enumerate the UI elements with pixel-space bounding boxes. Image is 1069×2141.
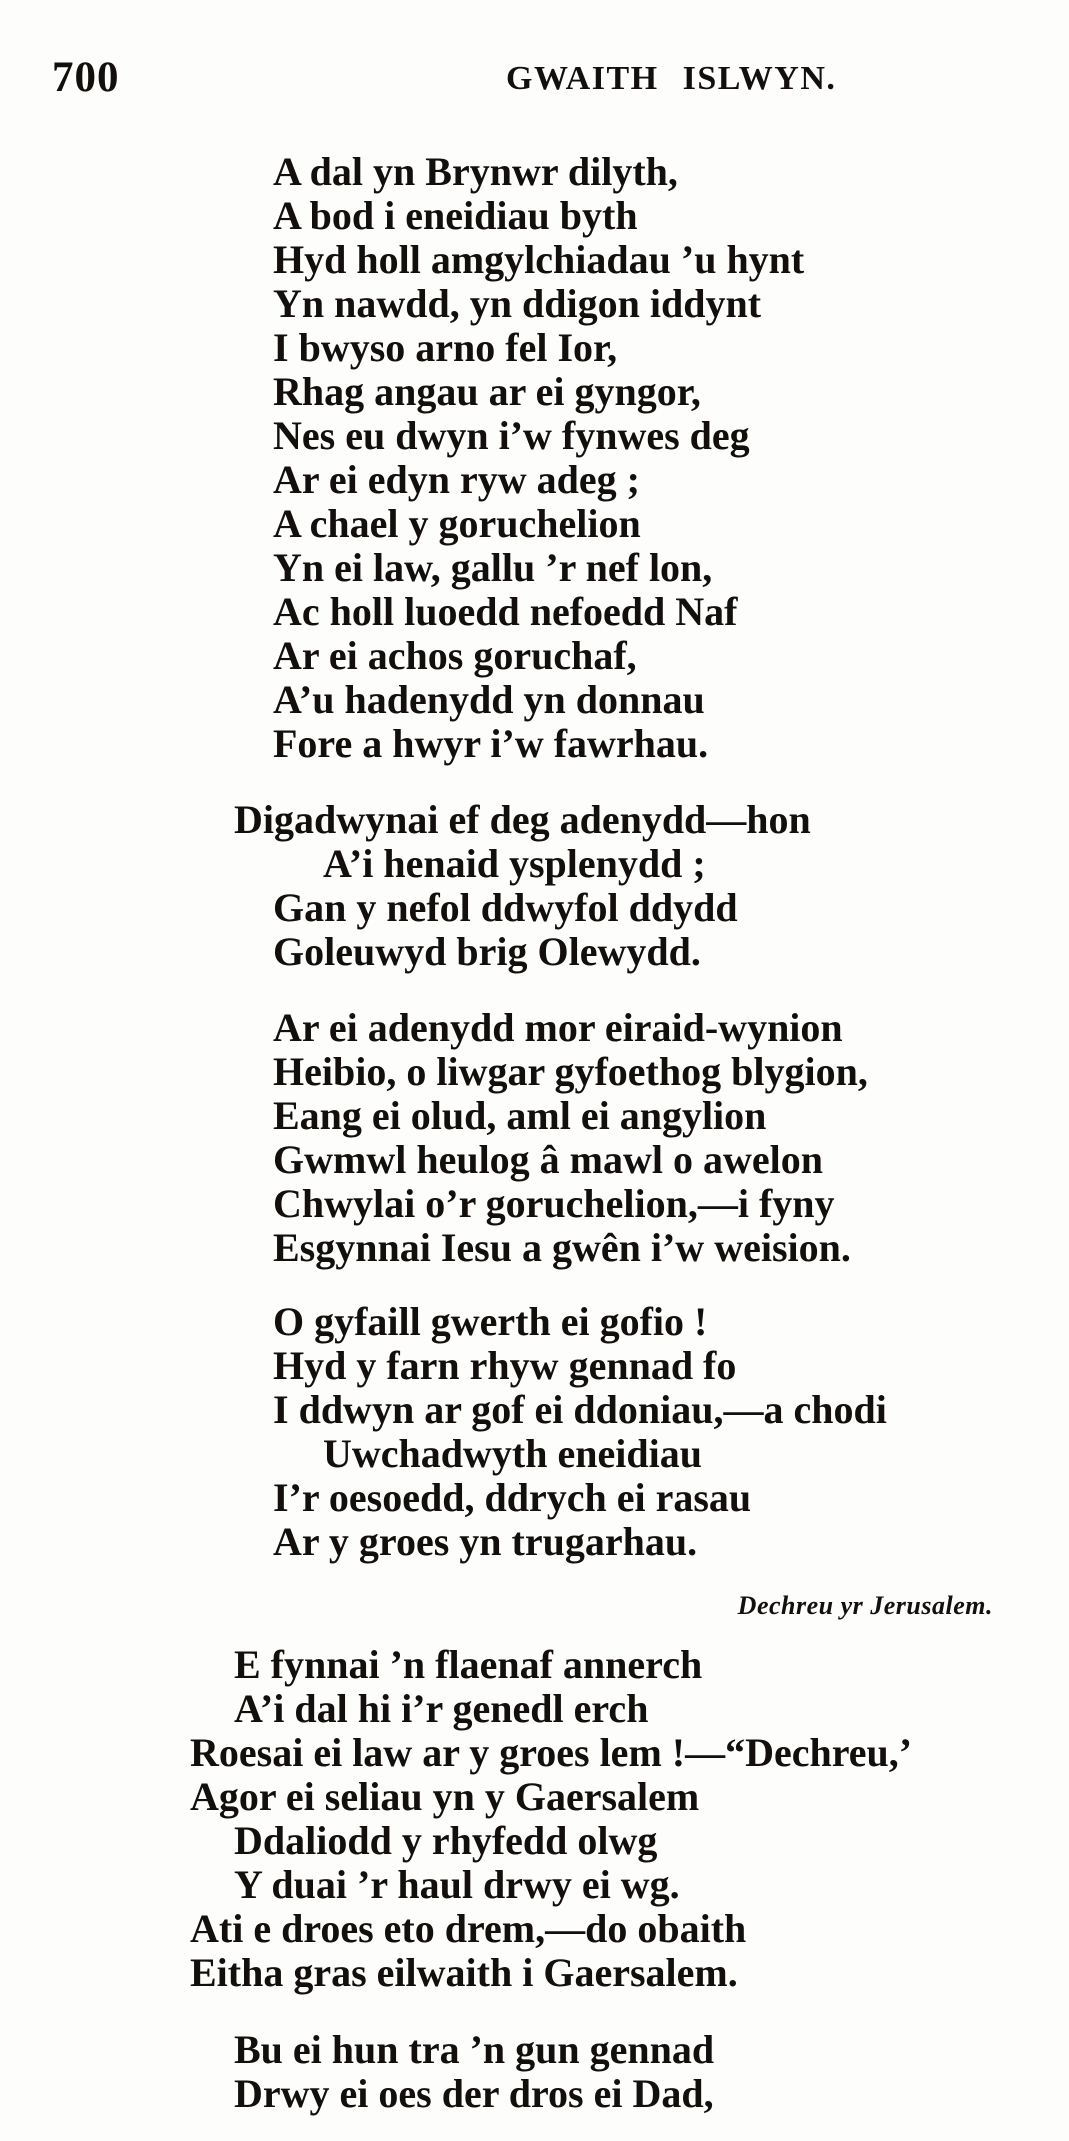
poem-line: Fore a hwyr i’w fawrhau. — [273, 721, 709, 766]
stanza — [0, 1006, 1069, 1270]
section-heading: Dechreu yr Jerusalem. — [737, 1591, 993, 1620]
poem-line: A’i dal hi i’r genedl erch — [234, 1686, 649, 1731]
poem-line: Gan y nefol ddwyfol ddydd — [273, 885, 738, 930]
poem-line: Heibio, o liwgar gyfoethog blygion, — [273, 1049, 868, 1094]
poem-line: Hyd holl amgylchiadau ’u hynt — [273, 237, 805, 282]
poem-line: E fynnai ’n flaenaf annerch — [234, 1642, 703, 1687]
poem-line: Eang ei olud, aml ei angylion — [273, 1093, 767, 1138]
stanza — [0, 150, 1069, 766]
poem-line: Agor ei seliau yn y Gaersalem — [190, 1774, 700, 1819]
stanza — [0, 1300, 1069, 1564]
poem-line: Goleuwyd brig Olewydd. — [273, 929, 701, 974]
poem-line: Ddaliodd y rhyfedd olwg — [234, 1818, 658, 1863]
poem-line: A chael y goruchelion — [273, 501, 641, 546]
poem-line: Eitha gras eilwaith i Gaersalem. — [190, 1950, 738, 1995]
poem-line: Drwy ei oes der dros ei Dad, — [234, 2071, 714, 2116]
poem-line: Esgynnai Iesu a gwên i’w weision. — [273, 1225, 851, 1270]
poem-line: Digadwynai ef deg adenydd—hon — [234, 797, 811, 842]
poem-line: Ar y groes yn trugarhau. — [273, 1519, 698, 1564]
poem-line: Nes eu dwyn i’w fynwes deg — [273, 413, 750, 458]
stanza — [0, 798, 1069, 974]
running-title: GWAITH ISLWYN. — [506, 60, 837, 97]
poem-line: Yn nawdd, yn ddigon iddynt — [273, 281, 762, 326]
stanza — [0, 1643, 1069, 1995]
poem-line: I’r oesoedd, ddrych ei rasau — [273, 1475, 752, 1520]
poem-line: Ar ei edyn ryw adeg ; — [273, 457, 640, 502]
poem-line: Hyd y farn rhyw gennad fo — [273, 1343, 737, 1388]
poem-line: Rhag angau ar ei gyngor, — [273, 369, 701, 414]
page-number: 700 — [52, 54, 120, 101]
poem-line: Bu ei hun tra ’n gun gennad — [234, 2027, 715, 2072]
poem-line: Ac holl luoedd nefoedd Naf — [273, 589, 738, 634]
poem-line: Uwchadwyth eneidiau — [323, 1431, 702, 1476]
poem-line: A’i henaid ysplenydd ; — [323, 841, 706, 886]
poem-line: Y duai ’r haul drwy ei wg. — [234, 1862, 680, 1907]
stanza — [0, 2028, 1069, 2116]
poem-line: I bwyso arno fel Ior, — [273, 325, 618, 370]
poem-line: Ar ei adenydd mor eiraid-wynion — [273, 1005, 843, 1050]
poem-line: Gwmwl heulog â mawl o awelon — [273, 1137, 823, 1182]
poem-line: A’u hadenydd yn donnau — [273, 677, 705, 722]
poem-line: Ar ei achos goruchaf, — [273, 633, 637, 678]
poem-line: A dal yn Brynwr dilyth, — [273, 149, 678, 194]
poem-line: A bod i eneidiau byth — [273, 193, 638, 238]
poem-line: Yn ei law, gallu ’r nef lon, — [273, 545, 713, 590]
poem-line: Roesai ei law ar y groes lem !—“Dechreu,’ — [190, 1730, 913, 1775]
poem-line: Ati e droes eto drem,—do obaith — [190, 1906, 747, 1951]
poem-line: Chwylai o’r goruchelion,—i fyny — [273, 1181, 835, 1226]
poem-line: O gyfaill gwerth ei gofio ! — [273, 1299, 708, 1344]
poem-line: I ddwyn ar gof ei ddoniau,—a chodi — [273, 1387, 887, 1432]
